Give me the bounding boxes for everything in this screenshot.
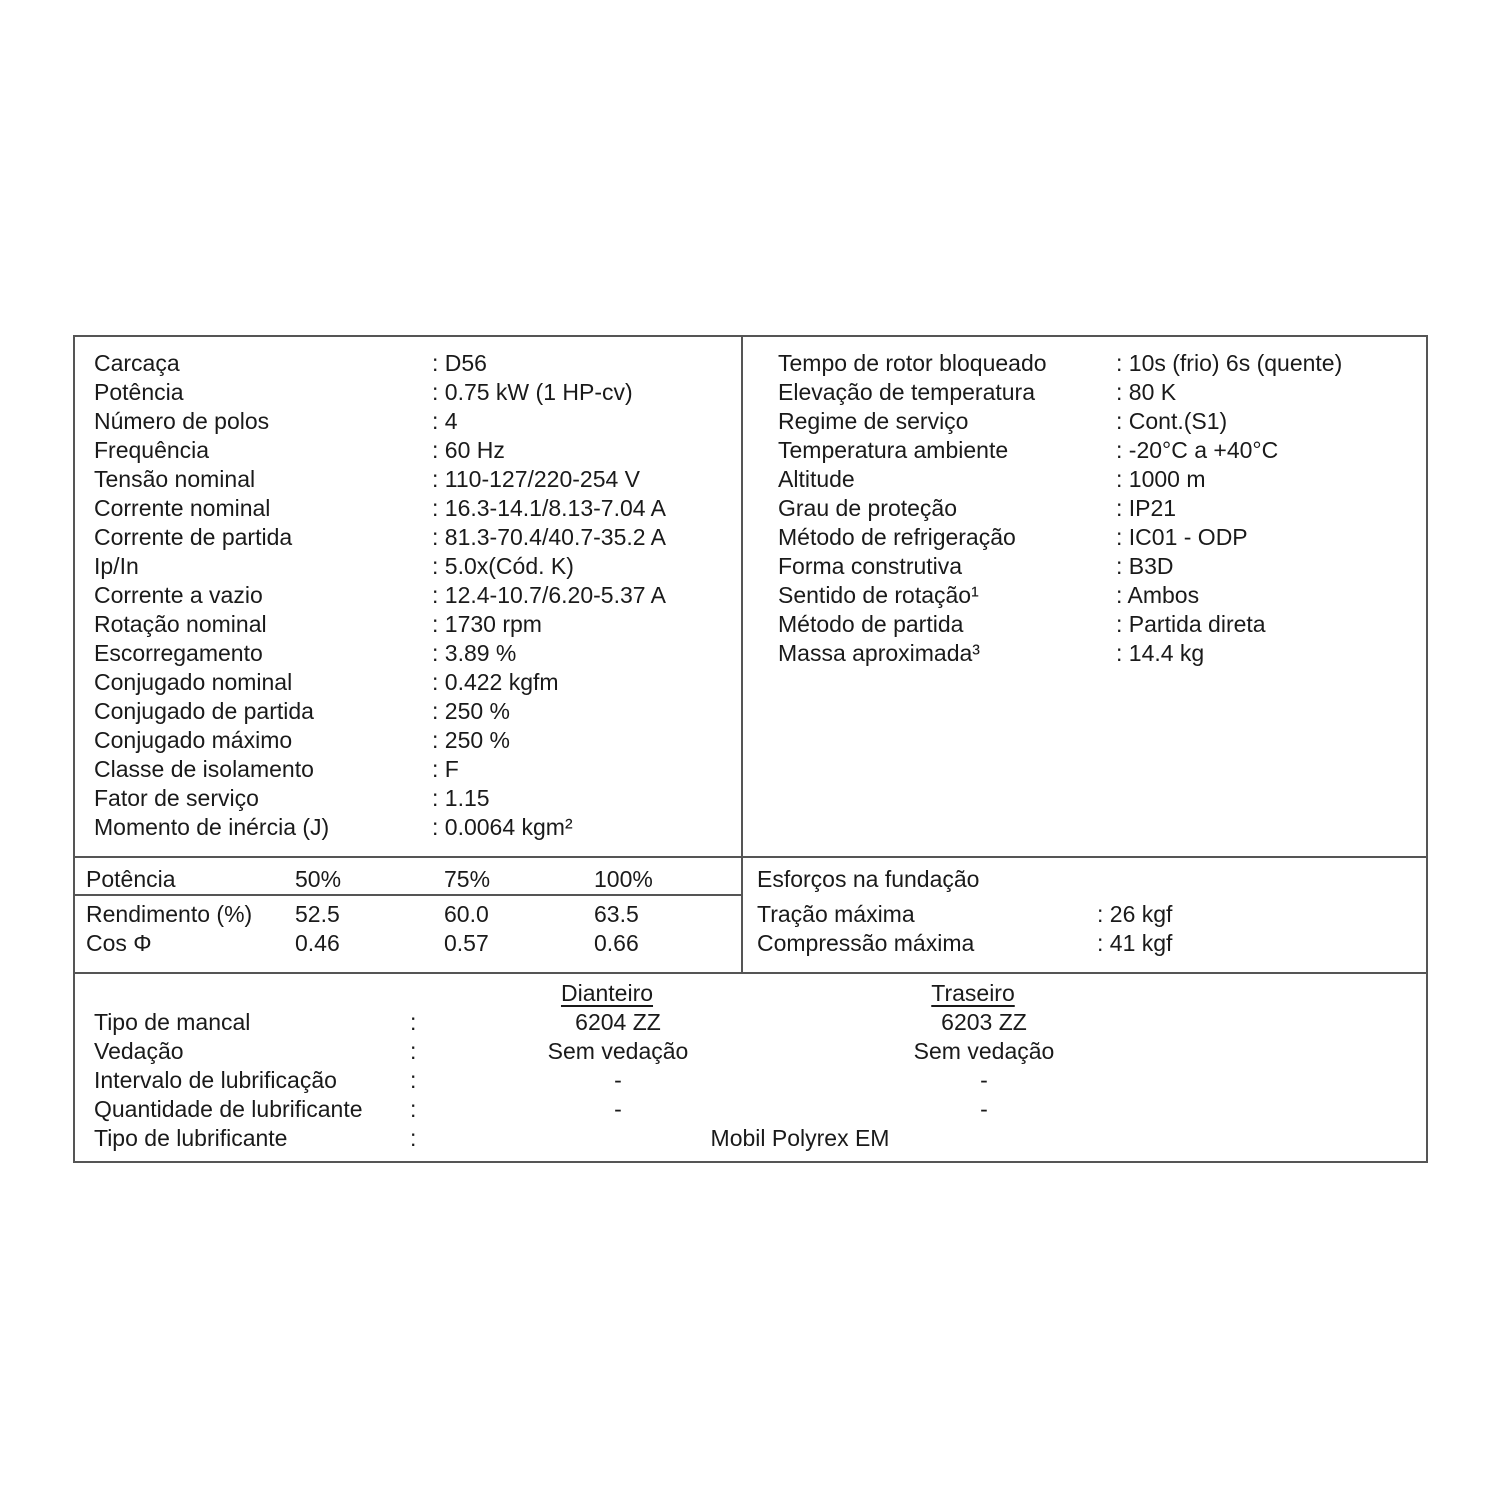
spec-value: : 0.75 kW (1 HP-cv) [432,379,633,405]
bearing-col-front: Dianteiro [560,980,654,1006]
bearing-label: Quantidade de lubrificante [94,1096,363,1122]
perf-row-label: Rendimento (%) [86,901,253,927]
spec-label: Corrente a vazio [94,582,263,608]
spec-label: Momento de inércia (J) [94,814,330,840]
perf-header-label: Potência [86,866,176,892]
spec-value: : 60 Hz [432,437,505,463]
foundation-value: : 26 kgf [1097,901,1173,927]
spec-label: Corrente de partida [94,524,293,550]
spec-label: Altitude [778,466,855,492]
spec-value: : 250 % [432,698,510,724]
spec-label: Tempo de rotor bloqueado [778,350,1047,376]
bearing-rear-value: - [980,1096,988,1122]
bearing-rear-value: Sem vedação [913,1038,1055,1064]
bearing-label: Vedação [94,1038,184,1064]
foundation-label: Tração máxima [757,901,915,927]
bearing-front-value: - [614,1096,622,1122]
spec-label: Frequência [94,437,210,463]
perf-row-value: 0.46 [295,930,340,956]
spec-label: Forma construtiva [778,553,963,579]
spec-label: Método de refrigeração [778,524,1016,550]
divider-bottom [73,1161,1428,1163]
spec-label: Sentido de rotação¹ [778,582,979,608]
spec-label: Elevação de temperatura [778,379,1035,405]
bearing-sep: : [410,1009,417,1035]
spec-label: Número de polos [94,408,270,434]
spec-label: Fator de serviço [94,785,259,811]
spec-value: : 1000 m [1116,466,1206,492]
spec-value: : 3.89 % [432,640,517,666]
spec-label: Ip/In [94,553,139,579]
spec-value: : 80 K [1116,379,1177,405]
spec-value: : 5.0x(Cód. K) [432,553,574,579]
spec-value: : IP21 [1116,495,1177,521]
bearing-label: Tipo de lubrificante [94,1125,288,1151]
spec-label: Carcaça [94,350,180,376]
bearing-rear-value: 6203 ZZ [941,1009,1027,1035]
spec-label: Classe de isolamento [94,756,314,782]
spec-value: : D56 [432,350,487,376]
spec-value: : B3D [1116,553,1174,579]
perf-header-100: 100% [594,866,653,892]
bearing-sep: : [410,1125,417,1151]
spec-value: : 12.4-10.7/6.20-5.37 A [432,582,667,608]
spec-value: : F [432,756,459,782]
spec-label: Método de partida [778,611,964,637]
motor-datasheet [73,335,1428,1165]
spec-value: : 10s (frio) 6s (quente) [1116,350,1343,376]
spec-value: : 1730 rpm [432,611,542,637]
spec-label: Conjugado de partida [94,698,314,724]
perf-header-50: 50% [295,866,342,892]
bearing-sep: : [410,1096,417,1122]
perf-row-value: 0.66 [594,930,639,956]
spec-value: : Cont.(S1) [1116,408,1228,434]
spec-value: : 4 [432,408,458,434]
spec-value: : 0.0064 kgm² [432,814,573,840]
spec-label: Conjugado nominal [94,669,293,695]
bearing-col-rear: Traseiro [931,980,1015,1006]
bearing-front-value: Sem vedação [547,1038,689,1064]
frame-left [73,335,75,1163]
foundation-label: Compressão máxima [757,930,975,956]
lubricant-value: Mobil Polyrex EM [710,1125,890,1151]
divider-middle [741,335,743,974]
spec-label: Conjugado máximo [94,727,293,753]
spec-value: : -20°C a +40°C [1116,437,1279,463]
bearing-label: Tipo de mancal [94,1009,251,1035]
spec-label: Temperatura ambiente [778,437,1009,463]
perf-row-label: Cos Φ [86,930,152,956]
divider-performance-header [73,894,743,896]
spec-value: : 110-127/220-254 V [432,466,641,492]
foundation-title: Esforços na fundação [757,866,980,892]
spec-label: Massa aproximada³ [778,640,980,666]
perf-row-value: 63.5 [594,901,639,927]
bearing-front-value: - [614,1067,622,1093]
spec-value: : 81.3-70.4/40.7-35.2 A [432,524,667,550]
bearing-label: Intervalo de lubrificação [94,1067,337,1093]
spec-label: Regime de serviço [778,408,969,434]
spec-label: Potência [94,379,184,405]
spec-value: : 16.3-14.1/8.13-7.04 A [432,495,667,521]
spec-label: Tensão nominal [94,466,256,492]
spec-label: Corrente nominal [94,495,271,521]
spec-value: : IC01 - ODP [1116,524,1248,550]
spec-label: Rotação nominal [94,611,267,637]
spec-value: : 0.422 kgfm [432,669,559,695]
spec-value: : Ambos [1116,582,1200,608]
divider-top [73,335,1428,337]
spec-value: : 250 % [432,727,510,753]
spec-label: Escorregamento [94,640,263,666]
perf-row-value: 0.57 [444,930,489,956]
bearing-rear-value: - [980,1067,988,1093]
spec-value: : Partida direta [1116,611,1266,637]
bearing-front-value: 6204 ZZ [575,1009,661,1035]
spec-label: Grau de proteção [778,495,958,521]
spec-value: : 1.15 [432,785,490,811]
bearing-sep: : [410,1038,417,1064]
frame-right [1426,335,1428,1163]
perf-header-75: 75% [444,866,491,892]
divider-specs-bottom [73,856,1428,858]
perf-row-value: 60.0 [444,901,489,927]
foundation-value: : 41 kgf [1097,930,1173,956]
perf-row-value: 52.5 [295,901,340,927]
divider-performance-bottom [73,972,1428,974]
bearing-sep: : [410,1067,417,1093]
spec-value: : 14.4 kg [1116,640,1205,666]
